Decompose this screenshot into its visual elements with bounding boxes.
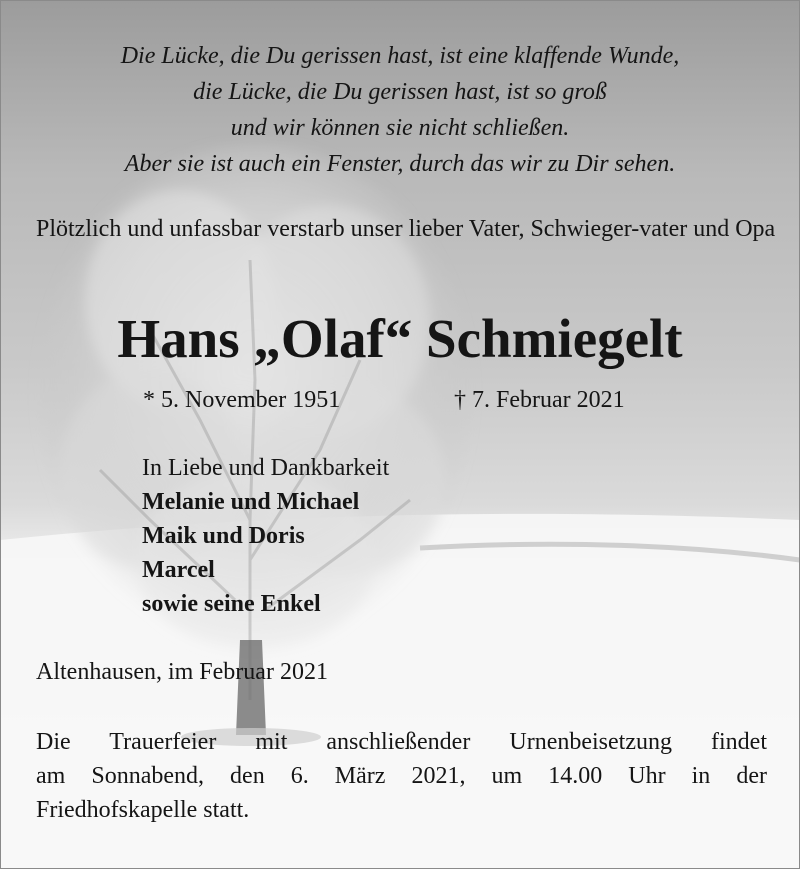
mourner-name: Melanie und Michael: [142, 489, 360, 515]
mourner-name: Maik und Doris: [142, 523, 305, 549]
death-date: † 7. Februar 2021: [454, 387, 625, 413]
mourner-name: Marcel: [142, 557, 215, 583]
death-announcement-text: Plötzlich und unfassbar verstarb unser lieber Vater, Schwieger-vater und Opa: [36, 216, 776, 242]
deceased-name: Hans „Olaf“ Schmiegelt: [117, 308, 683, 369]
poem-line: die Lücke, die Du gerissen hast, ist so groß: [193, 79, 607, 105]
mourners-block: [142, 451, 389, 621]
mourners-lead: In Liebe und Dankbarkeit: [142, 455, 390, 481]
memorial-poem: [20, 38, 780, 182]
service-line: Die Trauerfeier mit anschließender Urnenbeisetzung findet: [36, 729, 767, 755]
birth-date: * 5. November 1951: [143, 387, 341, 413]
funeral-service-info: [36, 725, 767, 827]
mourner-name: sowie seine Enkel: [142, 591, 321, 617]
service-line: am Sonnabend, den 6. März 2021, um 14.00 Uhr in der: [36, 763, 767, 789]
poem-line: und wir können sie nicht schließen.: [230, 115, 570, 141]
poem-line: Die Lücke, die Du gerissen hast, ist eine klaffende Wunde,: [120, 43, 680, 69]
place-and-date: Altenhausen, im Februar 2021: [36, 659, 328, 685]
poem-line: Aber sie ist auch ein Fenster, durch das wir zu Dir sehen.: [124, 151, 676, 177]
service-line: Friedhofskapelle statt.: [36, 797, 250, 823]
